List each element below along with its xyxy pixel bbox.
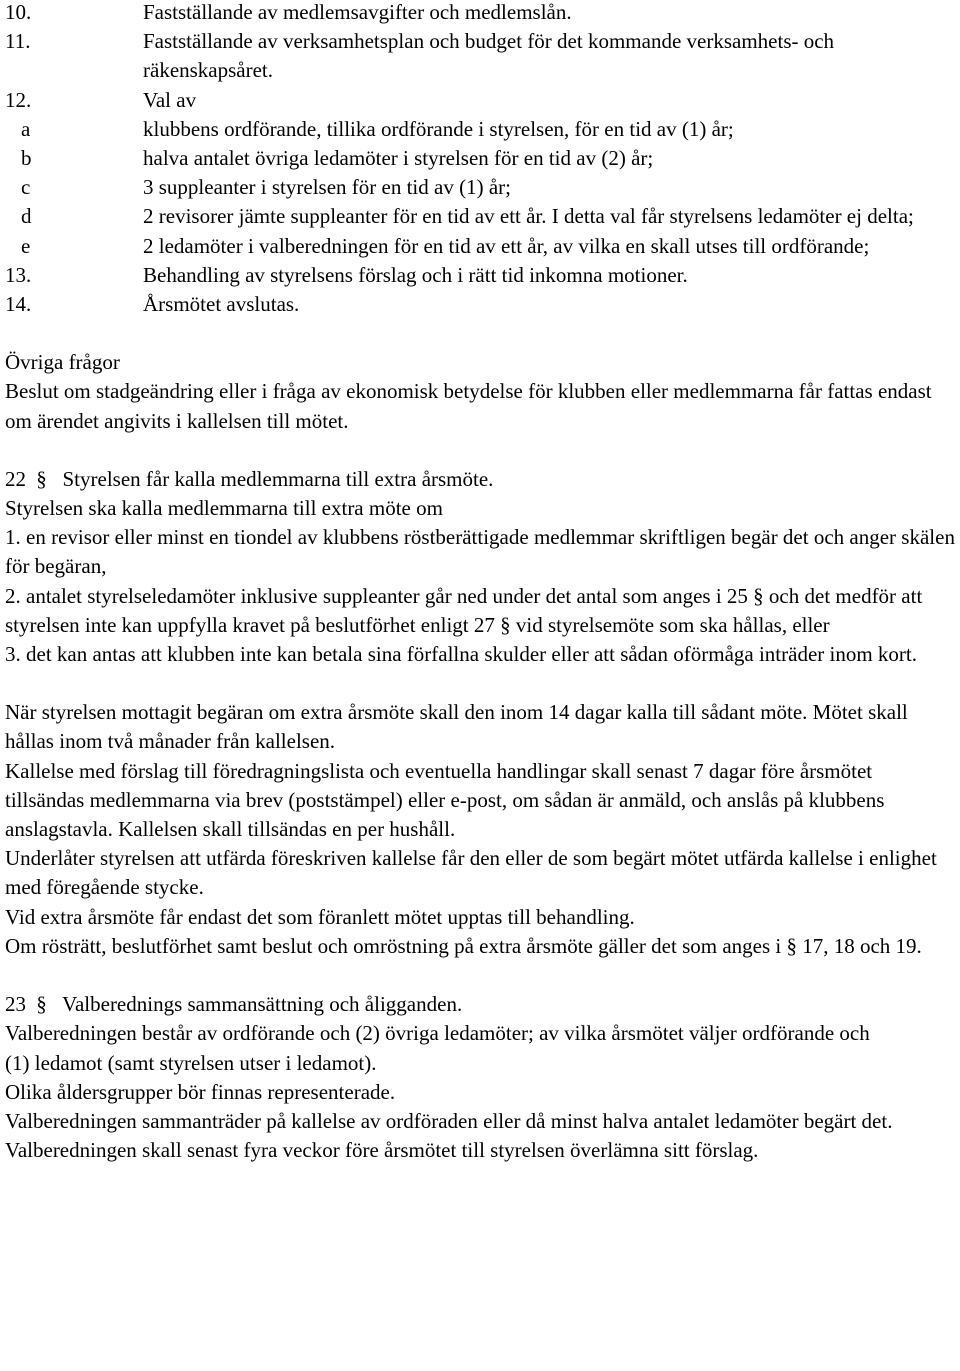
document-page (5, 0, 955, 1165)
list-item-text: Årsmötet avslutas. (143, 292, 300, 317)
paragraph: Kallelse med förslag till föredragningslista och eventuella handlingar skall senast 7 dagar före årsmötet tillsändas medlemmarna via brev (poststämpel) eller e-post, om sådan är anmäld, och anslås på klubbens anslagstavla. Kallelsen skall tillsändas en per hushåll. (5, 758, 885, 842)
agenda-list (5, 0, 955, 319)
list-item (5, 232, 955, 261)
list-item (5, 173, 955, 202)
list-item-number: 10. (5, 0, 32, 24)
section-title: Valberednings sammansättning och åligganden. (62, 992, 463, 1017)
section-23-heading (5, 990, 955, 1019)
paragraph: Styrelsen ska kalla medlemmarna till extra möte om (5, 496, 443, 521)
paragraph: Valberedningen skall senast fyra veckor före årsmötet till styrelsen överlämna sitt förslag. (5, 1138, 759, 1163)
list-item-text: klubbens ordförande, tillika ordförande i styrelsen, för en tid av (1) år; (143, 116, 734, 141)
section-number: 22 (5, 466, 26, 491)
list-item (5, 86, 955, 115)
list-item-text: Fastställande av verksamhetsplan och budget för det kommande verksamhets- och räkenskapsåret. (143, 29, 835, 83)
list-item-text: Val av (143, 87, 197, 112)
spacer (5, 669, 955, 698)
spacer (5, 961, 955, 990)
paragraph: Om rösträtt, beslutförhet samt beslut och omröstning på extra årsmöte gäller det som anges i § 17, 18 och 19. (5, 933, 922, 958)
section-heading-ovriga: Övriga frågor (5, 350, 120, 375)
list-item (5, 115, 955, 144)
list-item-text: Fastställande av medlemsavgifter och medlemslån. (143, 0, 572, 24)
list-item-number: 11. (5, 29, 31, 54)
list-item-number: 13. (5, 262, 32, 287)
list-item-text: 2 revisorer jämte suppleanter för en tid av ett år. I detta val får styrelsens ledamöter ej delta; (143, 204, 914, 229)
list-item (5, 144, 955, 173)
paragraph: 2. antalet styrelseledamöter inklusive suppleanter går ned under det antal som anges i 25 § och det medför att styrelsen inte kan uppfylla kravet på beslutförhet enligt 27 § vid styrelsemöte som ska hållas, eller (5, 583, 923, 637)
list-item-letter: c (21, 175, 31, 200)
paragraph: Valberedningen sammanträder på kallelse av ordföraden eller då minst halva antalet ledamöter begärt det. (5, 1108, 893, 1133)
list-item-text: 2 ledamöter i valberedningen för en tid av ett år, av vilka en skall utses till ordförande; (143, 233, 870, 258)
list-item (5, 290, 955, 319)
list-item-letter: a (21, 116, 31, 141)
list-item-letter: d (21, 204, 32, 229)
list-item-text: 3 suppleanter i styrelsen för en tid av (1) år; (143, 175, 511, 200)
list-item-text: halva antalet övriga ledamöter i styrelsen för en tid av (2) år; (143, 146, 654, 171)
section-22-heading (5, 465, 955, 494)
list-item (5, 27, 955, 85)
list-item (5, 0, 955, 27)
spacer (5, 436, 955, 465)
list-item (5, 202, 955, 231)
spacer (5, 319, 955, 348)
list-item-letter: e (21, 233, 31, 258)
list-item-letter: b (21, 146, 32, 171)
paragraph: Valberedningen består av ordförande och (2) övriga ledamöter; av vilka årsmötet väljer ordförande och (5, 1021, 870, 1046)
paragraph: (1) ledamot (samt styrelsen utser i ledamot). (5, 1050, 377, 1075)
section-symbol: § (36, 992, 47, 1017)
section-title: Styrelsen får kalla medlemmarna till extra årsmöte. (62, 466, 494, 491)
paragraph: Beslut om stadgeändring eller i fråga av ekonomisk betydelse för klubben eller medlemmarna får fattas endast om ärendet angivits i kallelsen till mötet. (5, 379, 932, 433)
list-item-number: 12. (5, 87, 32, 112)
paragraph: När styrelsen mottagit begäran om extra årsmöte skall den inom 14 dagar kalla till sådant möte. Mötet skall hållas inom två månader från kallelsen. (5, 700, 908, 754)
list-item-number: 14. (5, 292, 32, 317)
paragraph: 1. en revisor eller minst en tiondel av klubbens röstberättigade medlemmar skriftligen begär det och anger skälen för begäran, (5, 525, 955, 579)
section-number: 23 (5, 992, 26, 1017)
paragraph: 3. det kan antas att klubben inte kan betala sina förfallna skulder eller att sådan oförmåga inträder inom kort. (5, 642, 918, 667)
list-item-text: Behandling av styrelsens förslag och i rätt tid inkomna motioner. (143, 262, 688, 287)
paragraph: Underlåter styrelsen att utfärda föreskriven kallelse får den eller de som begärt mötet utfärda kallelse i enlighet med föregående stycke. (5, 846, 937, 900)
list-item (5, 261, 955, 290)
paragraph: Olika åldersgrupper bör finnas representerade. (5, 1079, 396, 1104)
paragraph: Vid extra årsmöte får endast det som föranlett mötet upptas till behandling. (5, 904, 635, 929)
section-symbol: § (36, 466, 47, 491)
